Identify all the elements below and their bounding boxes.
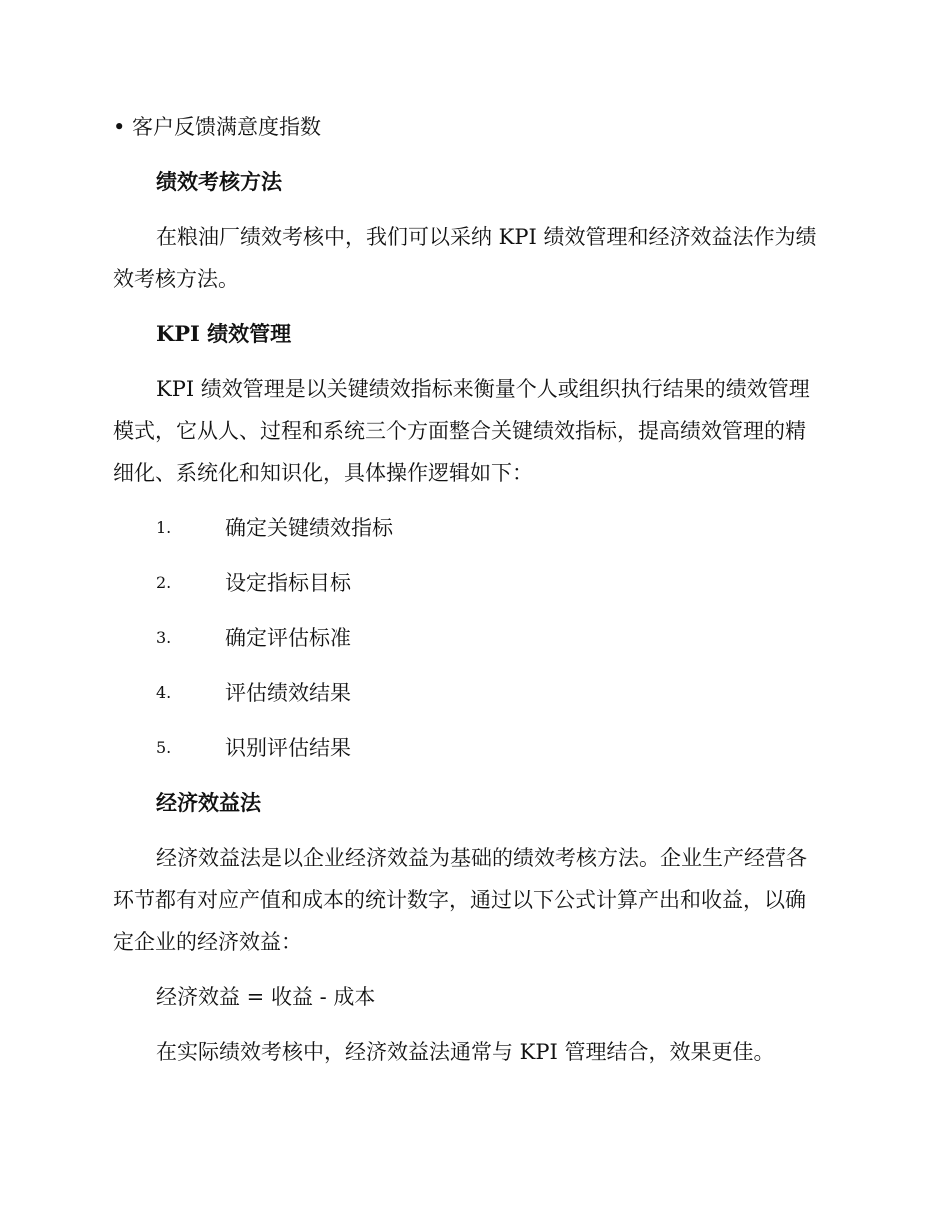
- paragraph-methods-line-2: 效考核方法。: [113, 267, 239, 291]
- paragraph-kpi-line-1: KPI 绩效管理是以关键绩效指标来衡量个人或组织执行结果的绩效管理: [156, 377, 810, 401]
- formula: 经济效益 = 收益 - 成本: [156, 985, 376, 1009]
- list-item-number: 3.: [156, 628, 172, 647]
- list-item-text: 确定评估标准: [225, 626, 351, 650]
- closing-paragraph: 在实际绩效考核中，经济效益法通常与 KPI 管理结合，效果更佳。: [156, 1040, 775, 1064]
- list-item-number: 1.: [156, 518, 172, 537]
- heading-econ: 经济效益法: [156, 790, 261, 815]
- list-item-text: 确定关键绩效指标: [225, 516, 393, 540]
- list-item-number: 2.: [156, 573, 172, 592]
- list-item-number: 5.: [156, 738, 172, 757]
- paragraph-econ-line-3: 定企业的经济效益：: [113, 930, 302, 954]
- paragraph-econ-line-2: 环节都有对应产值和成本的统计数字，通过以下公式计算产出和收益，以确: [113, 888, 806, 912]
- heading-kpi: KPI 绩效管理: [156, 321, 292, 346]
- paragraph-econ-line-1: 经济效益法是以企业经济效益为基础的绩效考核方法。企业生产经营各: [156, 846, 807, 870]
- heading-methods: 绩效考核方法: [156, 169, 282, 194]
- list-item-text: 设定指标目标: [225, 571, 351, 595]
- paragraph-kpi-line-2: 模式，它从人、过程和系统三个方面整合关键绩效指标，提高绩效管理的精: [113, 419, 806, 443]
- paragraph-methods-line-1: 在粮油厂绩效考核中，我们可以采纳 KPI 绩效管理和经济效益法作为绩: [156, 225, 817, 249]
- paragraph-kpi-line-3: 细化、系统化和知识化，具体操作逻辑如下：: [113, 461, 533, 485]
- list-item-text: 评估绩效结果: [225, 681, 351, 705]
- bullet-item: • 客户反馈满意度指数: [113, 115, 322, 139]
- list-item-number: 4.: [156, 683, 172, 702]
- list-item-text: 识别评估结果: [225, 736, 351, 760]
